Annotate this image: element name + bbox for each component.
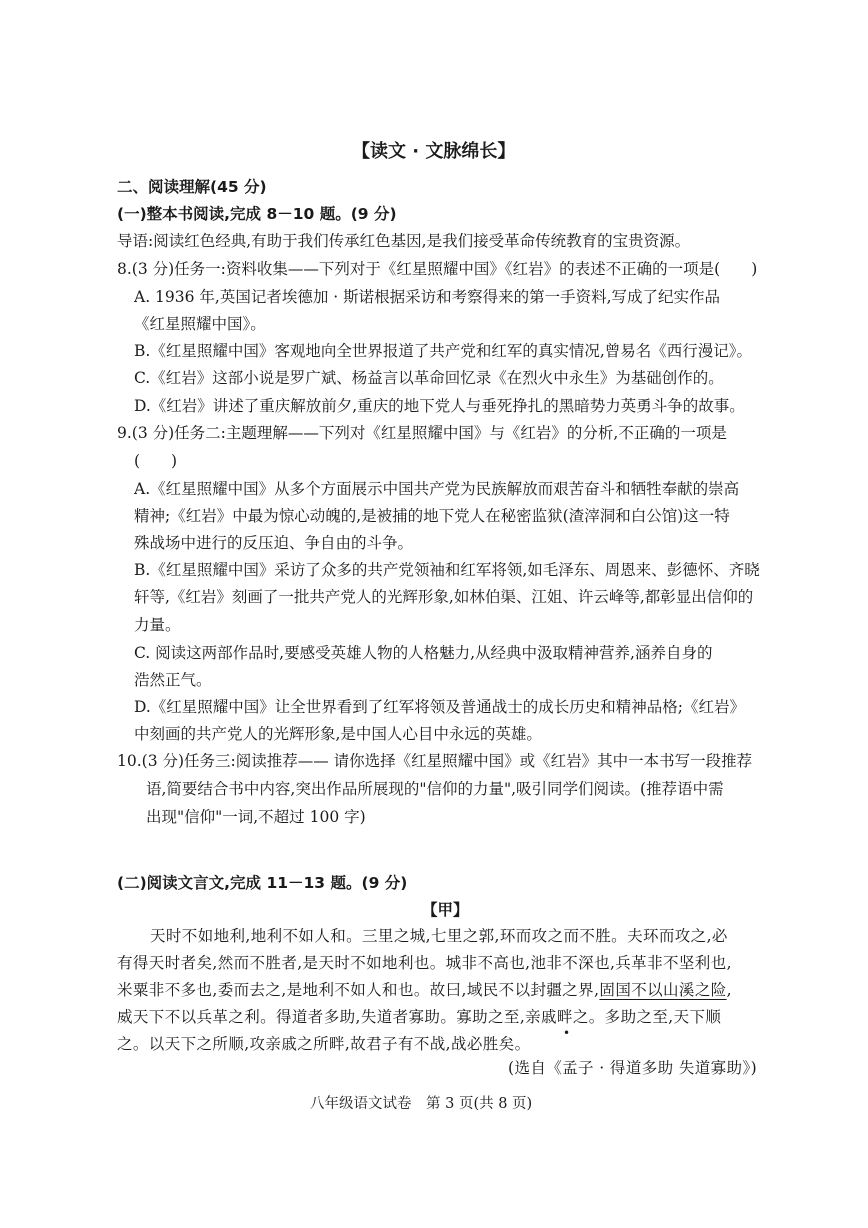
passage-line: 天时不如地利,地利不如人和。三里之城,七里之郭,环而攻之而不胜。夫环而攻之,必 [150, 927, 728, 945]
question-9-option-d-cont: 中刻画的共产党人的光辉形象,是中国人心目中永远的英雄。 [134, 725, 542, 743]
question-8-option-c: C.《红岩》这部小说是罗广斌、杨益言以革命回忆录《在烈火中永生》为基础创作的。 [134, 369, 724, 387]
passage-label: 【甲】 [422, 901, 469, 919]
section-header: 【读文 · 文脉绵长】 [352, 141, 516, 162]
subsection-title: (二)阅读文言文,完成 11－13 题。(9 分) [117, 874, 408, 892]
question-8-option-d: D.《红岩》讲述了重庆解放前夕,重庆的地下党人与垂死挣扎的黑暗势力英勇斗争的故事。 [134, 397, 745, 415]
intro-text: 导语:阅读红色经典,有助于我们传承红色基因,是我们接受革命传统教育的宝贵资源。 [117, 232, 691, 250]
emphasized-character: 畔 [556, 1008, 573, 1026]
passage-text: , [726, 981, 732, 999]
part-title: 二、阅读理解(45 分) [117, 178, 267, 196]
question-9-option-b-cont: 力量。 [134, 616, 181, 634]
passage-text: 米粟非不多也,委而去之,是地利不如人和也。故曰,域民不以封疆之界, [117, 981, 600, 999]
underlined-phrase: 固国不以山溪之险 [599, 981, 727, 999]
question-8-stem: 8.(3 分)任务一:资料收集——下列对于《红星照耀中国》《红岩》的表述不正确的一项是( ) [117, 260, 758, 278]
question-8-option-a: A. 1936 年,英国记者埃德加 · 斯诺根据采访和考察得来的第一手资料,写成了纪实作品 [134, 288, 721, 306]
emphasis-dot: • [562, 1026, 571, 1040]
passage-line [117, 977, 732, 1004]
question-9-option-b: B.《红星照耀中国》采访了众多的共产党领袖和红军将领,如毛泽东、周恩来、彭德怀、齐晓 [134, 561, 760, 579]
question-8-option-b: B.《红星照耀中国》客观地向全世界报道了共产党和红军的真实情况,曾易名《西行漫记》。 [134, 342, 752, 360]
subsection-title: (一)整本书阅读,完成 8－10 题。(9 分) [117, 205, 397, 223]
page-footer: 八年级语文试卷 第 3 页(共 8 页) [310, 1096, 533, 1112]
passage-line: 有得天时者矣,然而不胜者,是天时不如地利也。城非不高也,池非不深也,兵革非不坚利也, [117, 954, 732, 972]
question-8-option-a-cont: 《红星照耀中国》。 [134, 315, 266, 333]
question-9-option-d: D.《红星照耀中国》让全世界看到了红军将领及普通战士的成长历史和精神品格;《红岩》 [134, 698, 746, 716]
question-9-answer-bracket: ( ) [134, 452, 178, 470]
question-10-stem-cont: 语,简要结合书中内容,突出作品所展现的"信仰的力量",吸引同学们阅读。(推荐语中需 [146, 780, 724, 798]
question-9-option-c: C. 阅读这两部作品时,要感受英雄人物的人格魅力,从经典中汲取精神营养,涵养自身的 [134, 644, 713, 662]
passage-line [117, 1004, 722, 1040]
question-9-option-b-cont: 轩等,《红岩》刻画了一批共产党人的光辉形象,如林伯渠、江姐、许云峰等,都彰显出信仰的 [134, 588, 754, 606]
question-9-option-a: A.《红星照耀中国》从多个方面展示中国共产党为民族解放而艰苦奋斗和牺牲奉献的崇高 [134, 480, 740, 498]
question-10-stem: 10.(3 分)任务三:阅读推荐—— 请你选择《红星照耀中国》或《红岩》其中一本书写一段推荐 [117, 752, 753, 770]
passage-line: 之。以天下之所顺,攻亲戚之所畔,故君子有不战,战必胜矣。 [117, 1035, 531, 1053]
question-9-option-c-cont: 浩然正气。 [134, 671, 212, 689]
question-9-option-a-cont: 殊战场中进行的反压迫、争自由的斗争。 [134, 534, 414, 552]
passage-text: 之。多助之至,天下顺 [572, 1008, 722, 1026]
question-9-stem: 9.(3 分)任务二:主题理解——下列对《红星照耀中国》与《红岩》的分析,不正确的一项是 [117, 424, 727, 442]
question-9-option-a-cont: 精神;《红岩》中最为惊心动魄的,是被捕的地下党人在秘密监狱(渣滓洞和白公馆)这一特 [134, 507, 730, 525]
dotted-character [556, 1008, 573, 1040]
question-10-stem-cont: 出现"信仰"一词,不超过 100 字) [146, 808, 366, 826]
passage-text: 威天下不以兵革之利。得道者多助,失道者寡助。寡助之至,亲戚 [117, 1008, 557, 1026]
passage-source: (选自《孟子 · 得道多助 失道寡助》) [508, 1059, 758, 1077]
